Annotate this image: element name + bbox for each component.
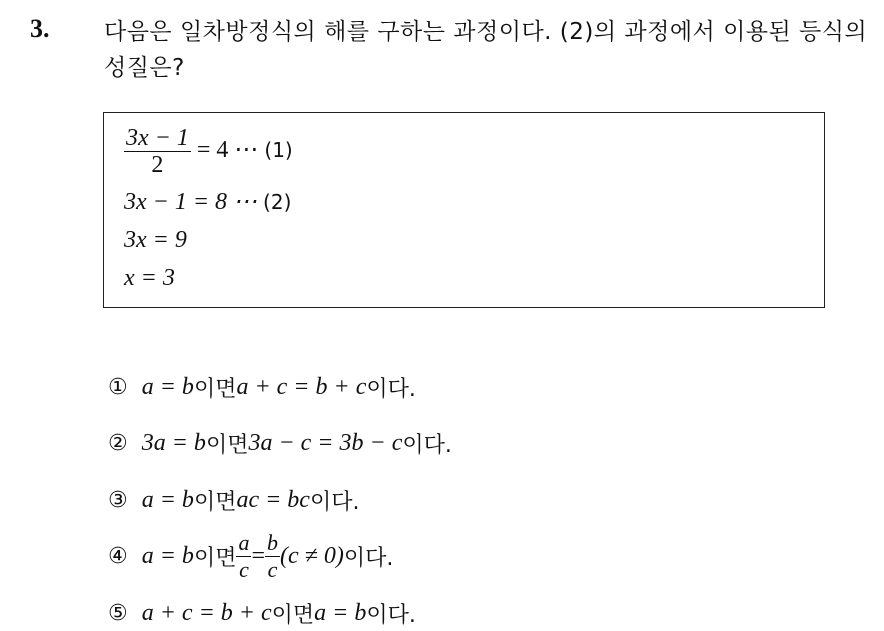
option-3-condition: a = b xyxy=(141,487,194,513)
option-3-if: 이면 xyxy=(193,490,237,515)
step-2-ref: (2) xyxy=(263,190,292,214)
option-4-equals: = xyxy=(251,543,265,569)
option-3-end: 이다. xyxy=(309,490,360,515)
option-1-if: 이면 xyxy=(193,377,237,402)
option-4-fraction-a xyxy=(236,530,251,583)
option-3-marker: ③ xyxy=(108,488,128,513)
option-4-fraction-b xyxy=(265,530,280,583)
option-3-result: ac = bc xyxy=(236,487,310,513)
option-5[interactable] xyxy=(108,598,416,629)
step-2-lhs: 3x − 1 = 8 ⋯ xyxy=(124,189,264,215)
option-1-result: a + c = b + c xyxy=(236,374,367,400)
step-2 xyxy=(124,187,291,216)
option-4-marker: ④ xyxy=(108,544,128,569)
option-2-condition: 3a = b xyxy=(141,430,206,456)
step-4: x = 3 xyxy=(124,265,175,291)
question-number: 3. xyxy=(30,14,50,43)
option-4-if: 이면 xyxy=(193,546,237,571)
option-2-if: 이면 xyxy=(205,433,249,458)
option-2-result: 3a − c = 3b − c xyxy=(248,430,403,456)
option-1-condition: a = b xyxy=(141,374,194,400)
step-1-rhs: = 4 ⋯ xyxy=(190,137,265,164)
option-1-marker: ① xyxy=(108,375,128,400)
option-4-fraction-a-den: c xyxy=(239,557,249,582)
option-5-if: 이면 xyxy=(271,603,315,628)
option-4[interactable] xyxy=(108,530,393,583)
option-1[interactable] xyxy=(108,372,416,403)
option-4-fraction-b-den: c xyxy=(267,557,278,582)
option-4-condition-note: (c ≠ 0) xyxy=(280,543,344,569)
option-2[interactable] xyxy=(108,428,452,459)
option-1-end: 이다. xyxy=(366,377,416,402)
option-2-marker: ② xyxy=(108,431,128,456)
solution-box xyxy=(103,112,825,308)
step-1-ref: (1) xyxy=(264,138,293,163)
step-1-numerator: 3x − 1 xyxy=(126,125,189,151)
option-5-end: 이다. xyxy=(366,603,416,628)
option-4-end: 이다. xyxy=(343,546,394,571)
step-1 xyxy=(124,125,293,178)
option-5-result: a = b xyxy=(314,600,367,626)
option-4-fraction-b-num: b xyxy=(267,530,278,555)
option-4-fraction-a-num: a xyxy=(238,530,250,555)
step-3: 3x = 9 xyxy=(124,227,187,253)
step-1-fraction xyxy=(124,125,191,178)
option-3[interactable] xyxy=(108,485,359,516)
option-5-condition: a + c = b + c xyxy=(141,600,272,626)
option-5-marker: ⑤ xyxy=(108,601,128,626)
step-1-denominator: 2 xyxy=(151,152,164,178)
option-4-condition: a = b xyxy=(141,543,194,569)
question-text: 다음은 일차방정식의 해를 구하는 과정이다. (2)의 과정에서 이용된 등식의 성질은? xyxy=(104,19,868,81)
option-2-end: 이다. xyxy=(402,433,452,458)
